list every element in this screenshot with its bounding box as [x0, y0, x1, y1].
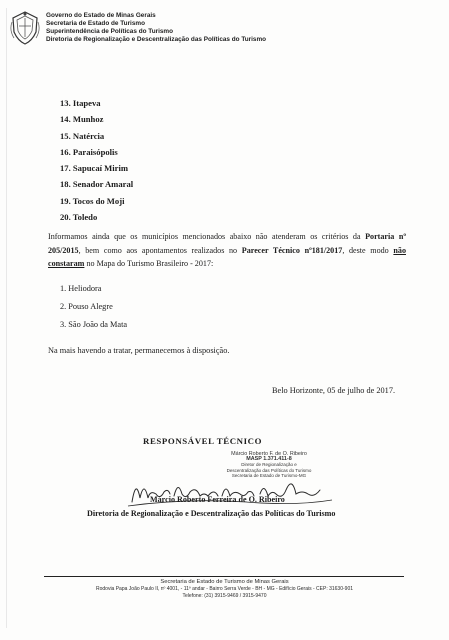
para-text-4: no Mapa do Turismo Brasileiro - 2017:: [84, 259, 214, 268]
list-item: 13. Itapeva: [60, 98, 101, 108]
municipality-list: [60, 97, 133, 227]
header-government: Governo do Estado de Minas Gerais: [46, 12, 156, 19]
header-directorate: Diretoria de Regionalização e Descentralização das Políticas do Turismo: [46, 36, 267, 43]
footer-institution: Secretaria de Estado de Turismo de Minas Gerais: [160, 579, 289, 585]
list-item: 19. Tocos do Moji: [60, 195, 125, 206]
list-item: 2. Pouso Alegre: [60, 302, 113, 311]
para-text-1: Informamos ainda que os municípios mencionados abaixo não atenderam os critérios da: [48, 232, 366, 241]
page-footer: [0, 579, 449, 599]
not-included-phrase: não constaram: [48, 245, 406, 268]
para-text-2: , bem como aos apontamentos realizados no: [78, 245, 242, 255]
scan-shadow: [6, 8, 7, 628]
list-item: 20. Toledo: [60, 212, 98, 223]
list-item: 1. Heliodora: [60, 284, 102, 293]
excluded-municipality-list: [60, 283, 127, 337]
list-item: 18. Senador Amaral: [60, 179, 134, 190]
portaria-reference: Portaria nº 205/2015: [48, 232, 406, 255]
header-secretariat: Secretaria de Estado de Turismo: [46, 20, 145, 27]
coat-of-arms-icon: [10, 10, 40, 46]
footer-phone: Telefone: (31) 3915-9469 / 3915-9470: [182, 592, 267, 599]
list-item: 17. Sapucaí Mirim: [60, 163, 129, 174]
list-item: 3. São João da Mata: [60, 320, 128, 329]
list-item: 14. Munhoz: [60, 114, 104, 125]
list-item: 16. Paraisópolis: [60, 146, 118, 157]
info-paragraph: [48, 230, 406, 271]
footer-divider: [44, 576, 404, 577]
stamp-masp: MASP 1.371.411-8: [246, 456, 292, 463]
stamp-line: Descentralização das Políticas do Turismo: [226, 467, 312, 473]
para-text-3: , deste modo: [342, 245, 394, 255]
stamp-line: Diretor de Regionalização e: [241, 462, 297, 468]
parecer-reference: Parecer Técnico nº181/2017: [241, 245, 343, 255]
header-superintendence: Superintendência de Políticas do Turismo: [46, 28, 174, 35]
stamp-name: Márcio Roberto F. de O. Ribeiro: [231, 451, 307, 457]
place-date: Belo Horizonte, 05 de julho de 2017.: [272, 386, 396, 395]
handwritten-signature: [126, 467, 336, 510]
closing-sentence: Na mais havendo a tratar, permanecemos à disposição.: [48, 346, 230, 355]
responsible-title: RESPONSÁVEL TÉCNICO: [143, 436, 263, 446]
footer-address: Rodovia Papa João Paulo II, nº 4001, - 11º andar - Bairro Serra Verde - BH - MG - Edifício Gerais - CEP: 31630-901: [95, 586, 354, 592]
signatory-role: Diretoria de Regionalização e Descentralização das Políticas do Turismo: [87, 509, 336, 518]
signatory-name: Márcio Roberto Ferreira de O. Ribeiro: [150, 495, 285, 504]
list-item: 15. Natércia: [60, 130, 105, 141]
stamp-line: Secretaria de Estado de Turismo-MG: [231, 472, 307, 478]
